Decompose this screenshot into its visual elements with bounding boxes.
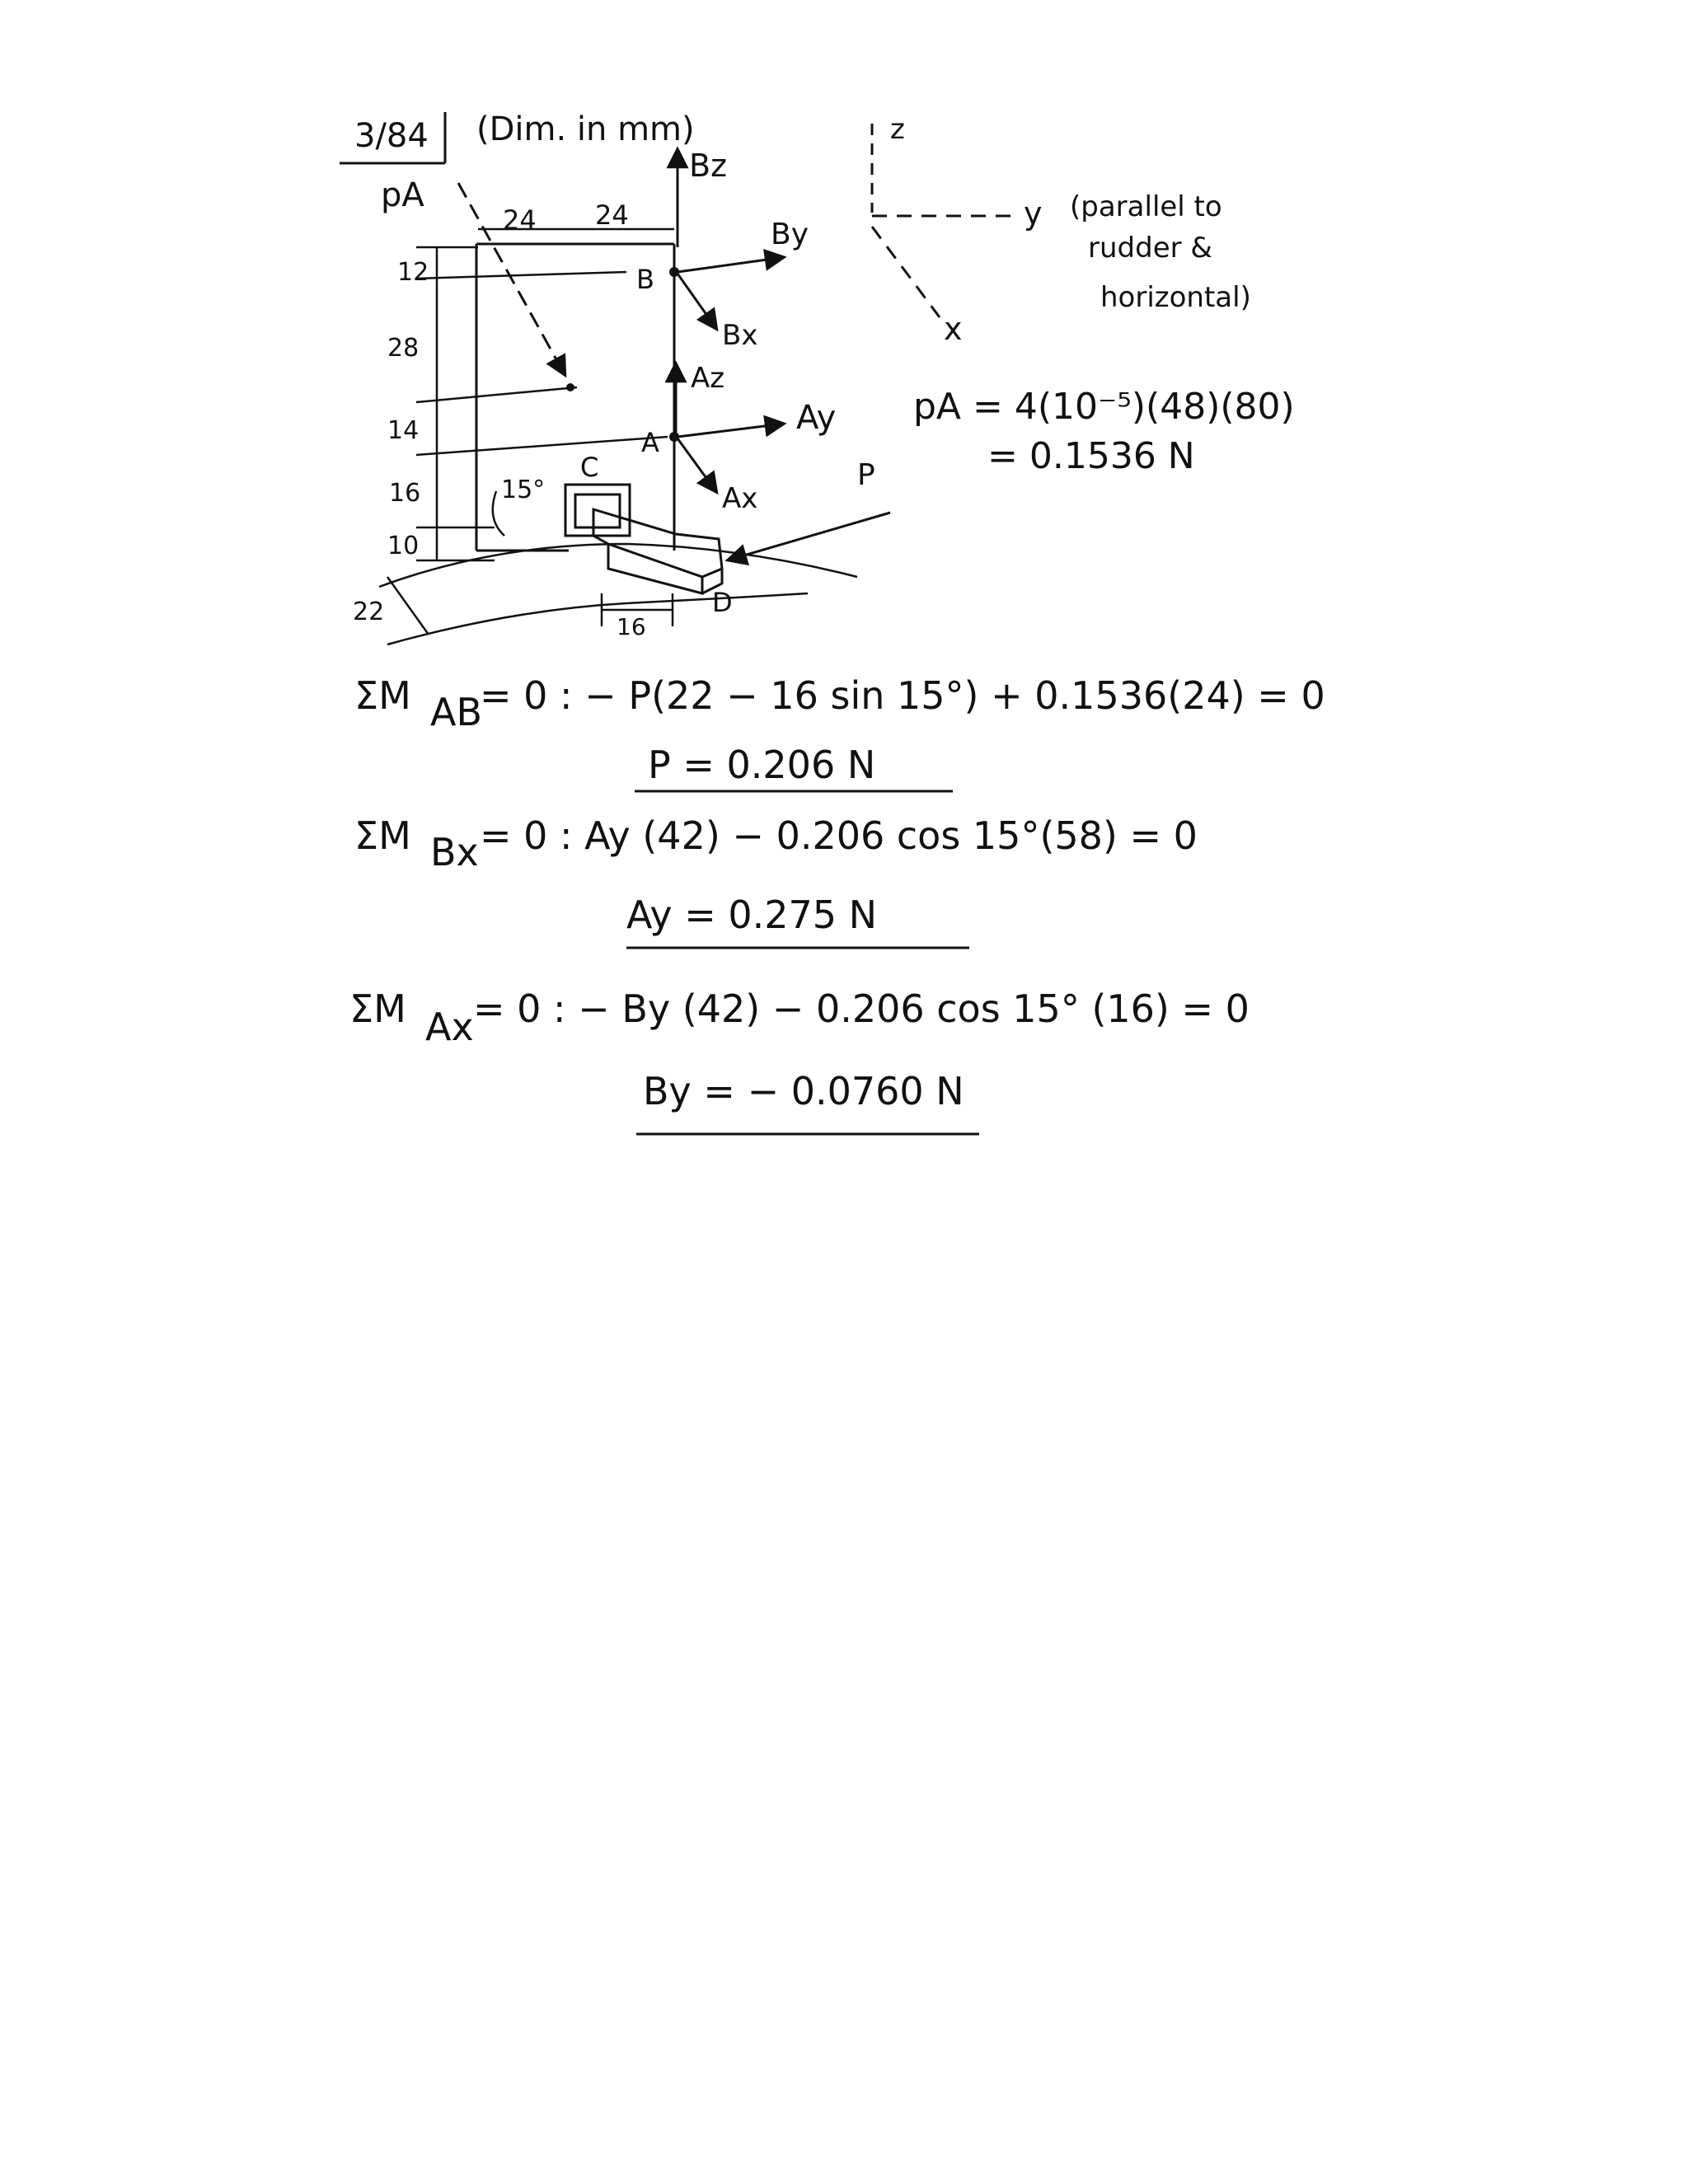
Bz-label: Bz <box>689 148 728 184</box>
dim-10: 10 <box>387 532 420 560</box>
rudder-diagram <box>353 148 890 644</box>
dim-16: 16 <box>389 479 421 508</box>
y-axis-label: y <box>1024 195 1043 232</box>
equation-rhs: = 0 : − By (42) − 0.206 cos 15° (16) = 0 <box>473 987 1250 1031</box>
pA-label: pA <box>381 176 424 214</box>
moment-subscript: Bx <box>430 830 479 874</box>
Ax-label: Ax <box>722 482 758 515</box>
A-point-label: A <box>641 427 659 458</box>
Bx-label: Bx <box>722 319 758 352</box>
dim-22: 22 <box>353 598 385 626</box>
By-label: By <box>771 218 809 251</box>
dim-16-bottom: 16 <box>617 613 646 640</box>
z-axis-label: z <box>890 113 905 146</box>
B-point-label: B <box>636 264 654 295</box>
D-point-label: D <box>712 587 733 618</box>
pressure-line2: = 0.1536 N <box>987 435 1195 477</box>
moment-symbol: ΣM <box>349 987 406 1031</box>
equation-block-3 <box>349 987 1250 1134</box>
dim-12: 12 <box>397 258 429 287</box>
dim-14: 14 <box>387 416 420 445</box>
dim-24-left: 24 <box>503 204 537 236</box>
equation-result: Ay = 0.275 N <box>626 893 878 937</box>
equation-result: By = − 0.0760 N <box>643 1069 964 1113</box>
equation-rhs: = 0 : Ay (42) − 0.206 cos 15°(58) = 0 <box>480 813 1198 858</box>
moment-subscript: Ax <box>425 1005 474 1049</box>
moment-symbol: ΣM <box>354 673 411 718</box>
equation-block-1 <box>354 673 1325 791</box>
pressure-line1: pA = 4(10⁻⁵)(48)(80) <box>913 386 1295 428</box>
dim-28: 28 <box>387 334 420 363</box>
C-point-label: C <box>580 452 599 483</box>
equation-block-2 <box>354 813 1198 948</box>
y-axis-note-line2: rudder & <box>1088 232 1212 265</box>
dim-24-right: 24 <box>595 199 629 231</box>
moment-symbol: ΣM <box>354 813 411 858</box>
angle-15: 15° <box>501 476 546 504</box>
pressure-calculation <box>913 386 1295 477</box>
tiller-arm <box>565 485 722 593</box>
Az-label: Az <box>691 362 725 395</box>
P-label: P <box>857 458 875 492</box>
y-axis-note-line3: horizontal) <box>1100 281 1251 314</box>
y-axis-note-line1: (parallel to <box>1070 190 1222 223</box>
moment-subscript: AB <box>430 690 483 734</box>
x-axis-label: x <box>944 311 963 347</box>
coordinate-axes <box>872 124 1014 317</box>
problem-header <box>340 110 695 163</box>
dimension-note: (Dim. in mm) <box>476 110 695 148</box>
Ay-label: Ay <box>796 399 837 437</box>
equation-rhs: = 0 : − P(22 − 16 sin 15°) + 0.1536(24) = 0 <box>480 673 1325 718</box>
equation-result: P = 0.206 N <box>648 743 876 787</box>
problem-number: 3/84 <box>354 117 429 155</box>
